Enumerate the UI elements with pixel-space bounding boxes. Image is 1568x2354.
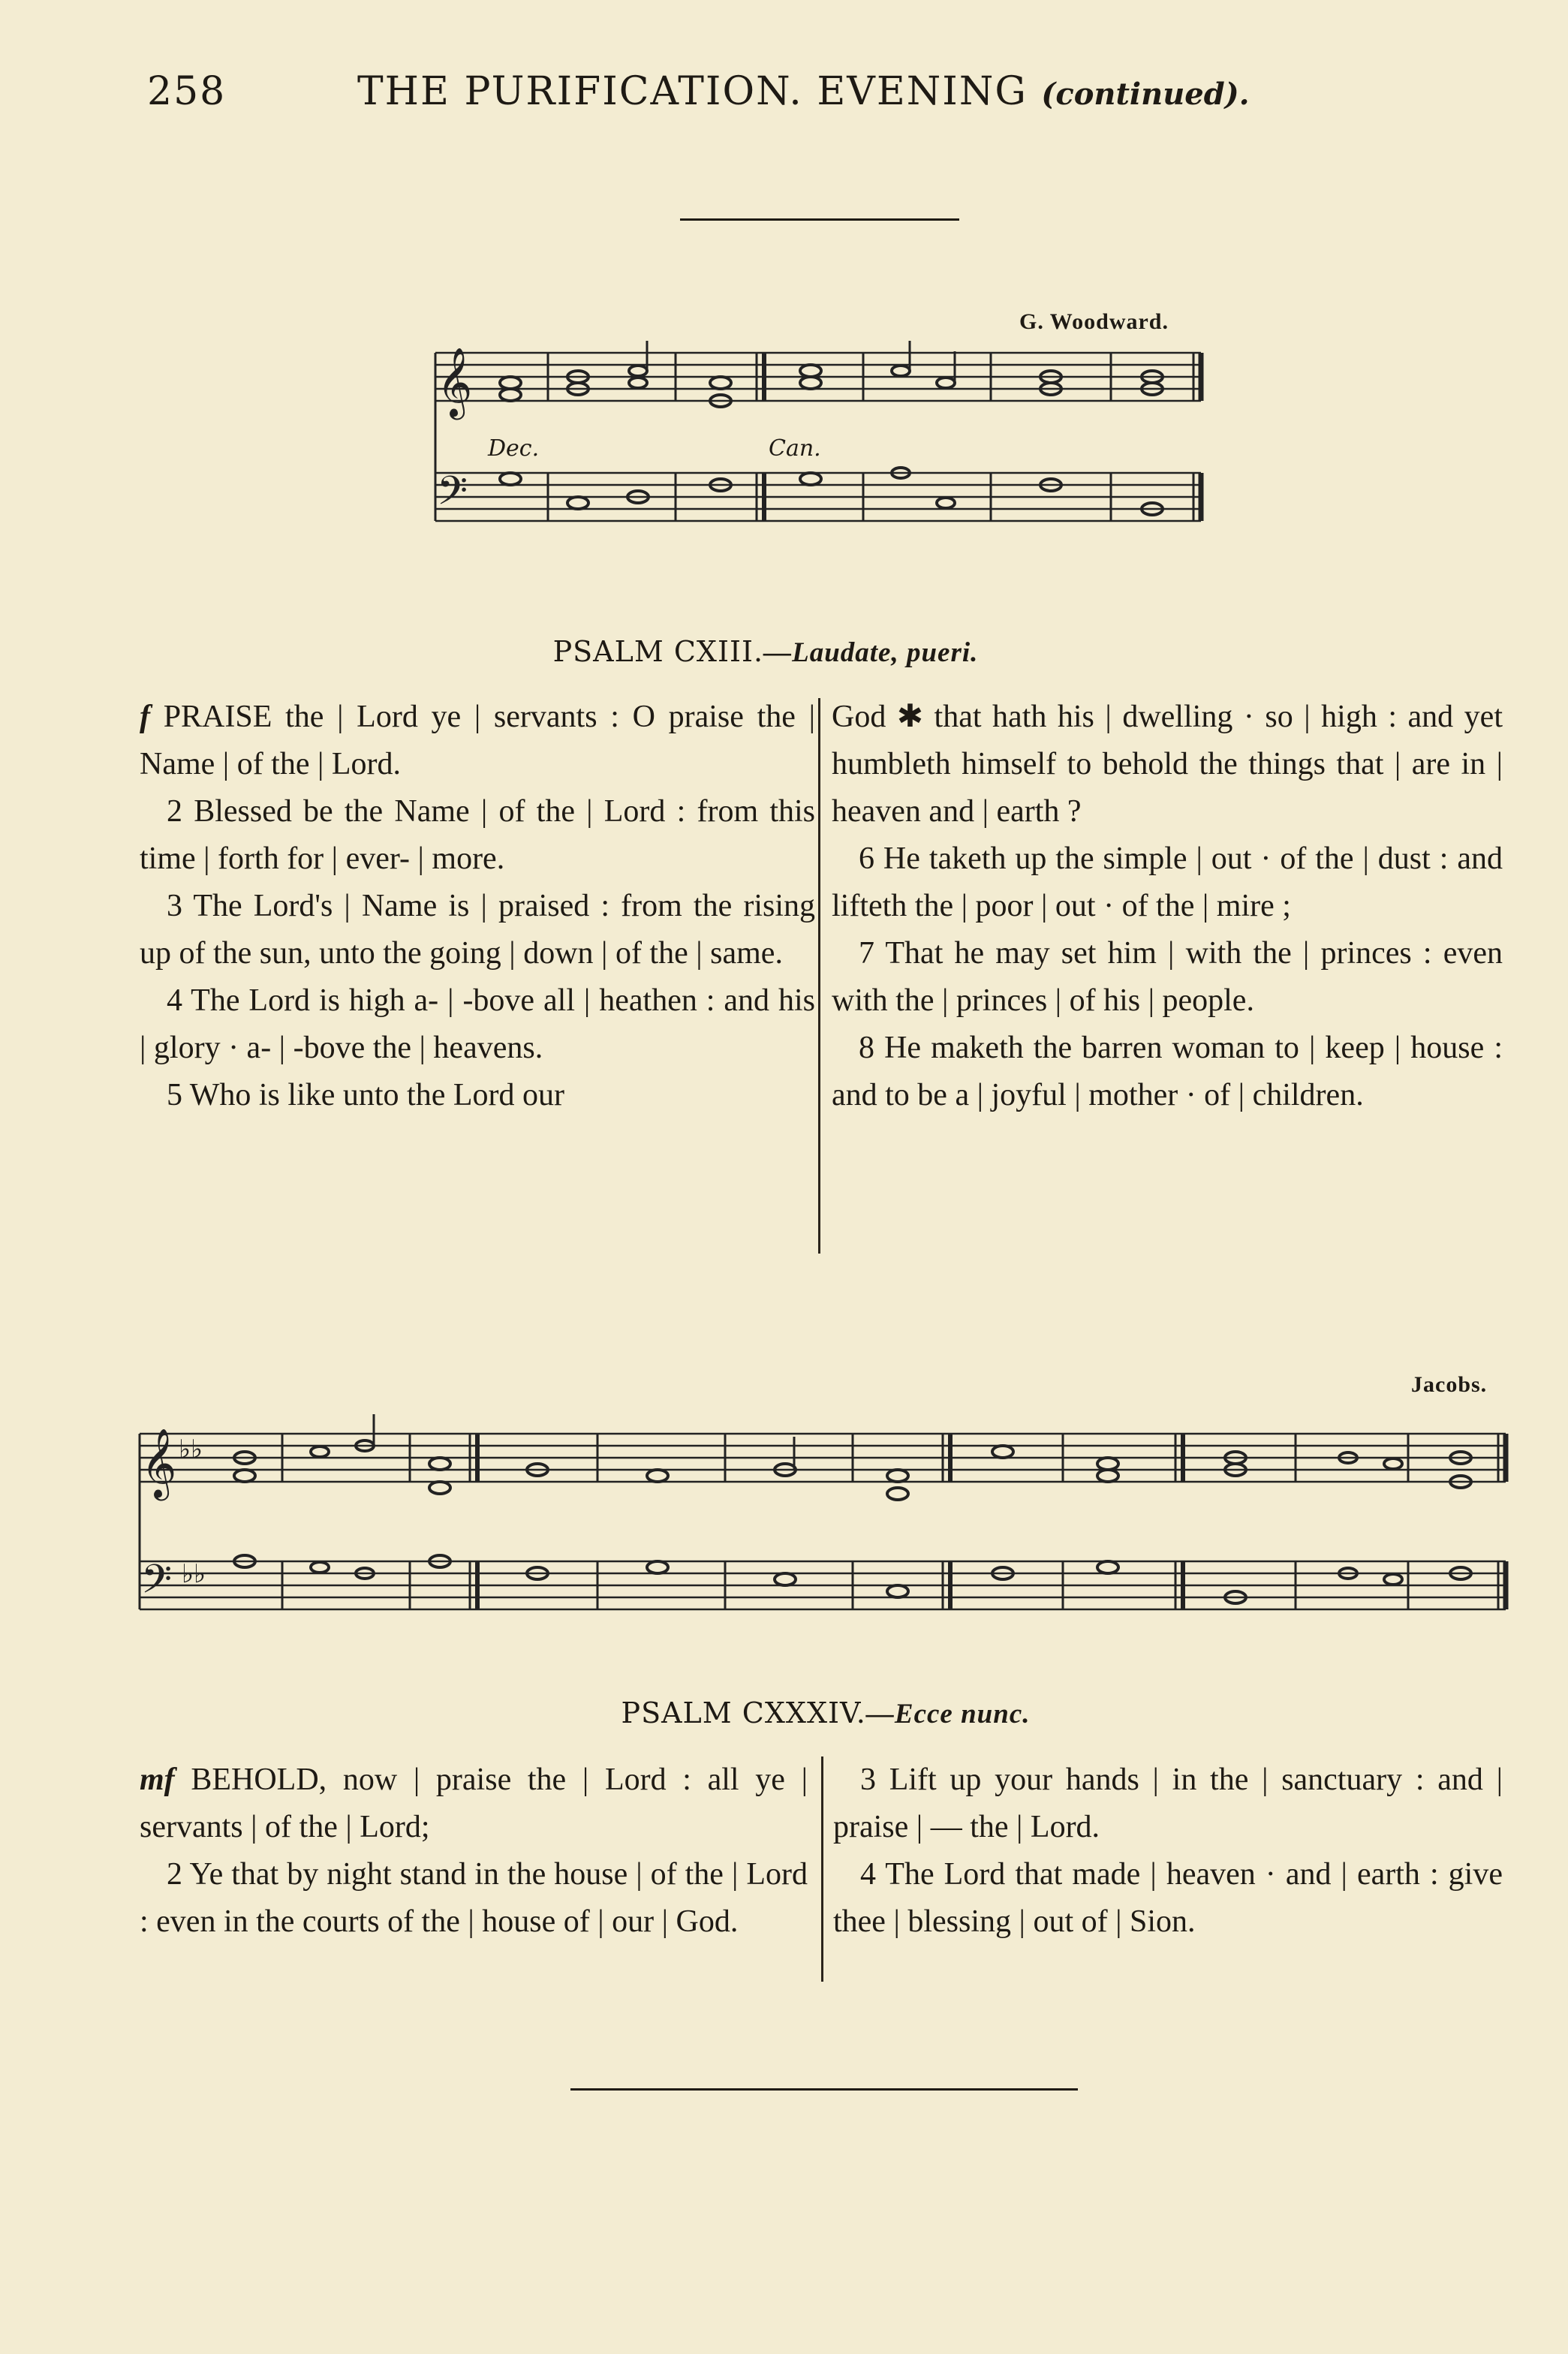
psalm113-verse-2: 2 Blessed be the Name | of the | Lord : from this time | forth for | ever- | more.: [140, 794, 815, 876]
psalm113-right-column: [832, 694, 1503, 1119]
psalm113-verse-4: 4 The Lord is high a- | -bove all | heathen : and his | glory · a- | -bove the | heavens.: [140, 983, 815, 1065]
chant1-composer: G. Woodward.: [1019, 309, 1169, 334]
chant2-bass-staff: [140, 1557, 1506, 1612]
psalm113-column-divider: [818, 698, 820, 1254]
psalm134-left-column: [140, 1756, 808, 1946]
running-header: [147, 69, 1318, 122]
psalm113-title: [390, 635, 1141, 669]
chant1-can-label: Can.: [769, 435, 821, 462]
psalm113-verse-8: 8 He maketh the barren woman to | keep | house : and to be a | joyful | mother · of | children.: [832, 1031, 1503, 1112]
bass-clef-icon: 𝄢: [437, 468, 468, 524]
psalm113-verse-1: PRAISE the | Lord ye | servants : O praise the | Name | of the | Lord.: [140, 700, 815, 781]
psalm134-dynamic: mf: [140, 1762, 175, 1797]
chant2-barlines: [140, 1434, 1506, 1609]
psalm113-left-column: [140, 694, 815, 1119]
chant1-treble-staff: [435, 347, 1201, 420]
psalm134-verse-3: 3 Lift up your hands | in the | sanctuary : and | praise | — the | Lord.: [833, 1762, 1503, 1844]
bottom-rule: [570, 2088, 1078, 2091]
psalm134-title-text: PSALM CXXXIV.: [621, 1696, 866, 1729]
key-signature-flats: ♭♭: [179, 1434, 203, 1464]
chant2-treble-staff: [140, 1428, 1506, 1501]
chant2-composer: Jacobs.: [1411, 1372, 1488, 1397]
running-title-continued: (continued).: [1041, 77, 1250, 112]
chant2-score: [132, 1404, 1513, 1644]
chant1-dec-label: Dec.: [488, 435, 540, 462]
psalm113-verse-6: 6 He taketh up the simple | out · of the | dust : and lifteth the | poor | out · of the | mire ;: [832, 841, 1503, 923]
psalm113-verse-5-start: 5 Who is like unto the Lord our: [167, 1078, 564, 1112]
chant1-notes: [500, 341, 1163, 515]
psalm134-verse-1: BEHOLD, now | praise the | Lord : all ye | servants | of the | Lord;: [140, 1762, 808, 1844]
psalm134-verse-4: 4 The Lord that made | heaven · and | earth : give thee | blessing | out of | Sion.: [833, 1857, 1503, 1939]
psalm134-subtitle: —Ecce nunc.: [865, 1699, 1031, 1729]
chant1-bass-staff: [435, 468, 1201, 524]
psalm113-verse-7: 7 That he may set him | with the | princes : even with the | princes | of his | people.: [832, 936, 1503, 1018]
psalm134-column-divider: [821, 1756, 823, 1982]
treble-clef-icon: 𝄞: [437, 347, 473, 417]
psalm134-title: [450, 1696, 1201, 1730]
psalm113-verse-3: 3 The Lord's | Name is | praised : from the rising up of the sun, unto the going | down | of the | same.: [140, 889, 815, 971]
top-rule: [680, 218, 959, 221]
psalm113-subtitle: —Laudate, pueri.: [763, 637, 979, 668]
bass-clef-icon-2: 𝄢: [141, 1557, 173, 1612]
psalm113-title-text: PSALM CXIII.: [552, 635, 764, 668]
psalm134-right-column: [833, 1756, 1503, 1946]
running-title-text: THE PURIFICATION. EVENING: [357, 69, 1028, 114]
running-title: [357, 69, 1250, 114]
psalm113-verse-5-end: God ✱ that hath his | dwelling · so | high : and yet humbleth himself to behold the things that | are in | heaven and | earth ?: [832, 700, 1503, 829]
page-number: 258: [147, 69, 227, 114]
psalm134-verse-2: 2 Ye that by night stand in the house | of the | Lord : even in the courts of the | house of | our | God.: [140, 1857, 808, 1939]
treble-clef-icon-2: 𝄞: [141, 1428, 177, 1498]
psalm113-dynamic: f: [140, 700, 150, 734]
key-signature-flats-bass: ♭♭: [182, 1559, 206, 1589]
